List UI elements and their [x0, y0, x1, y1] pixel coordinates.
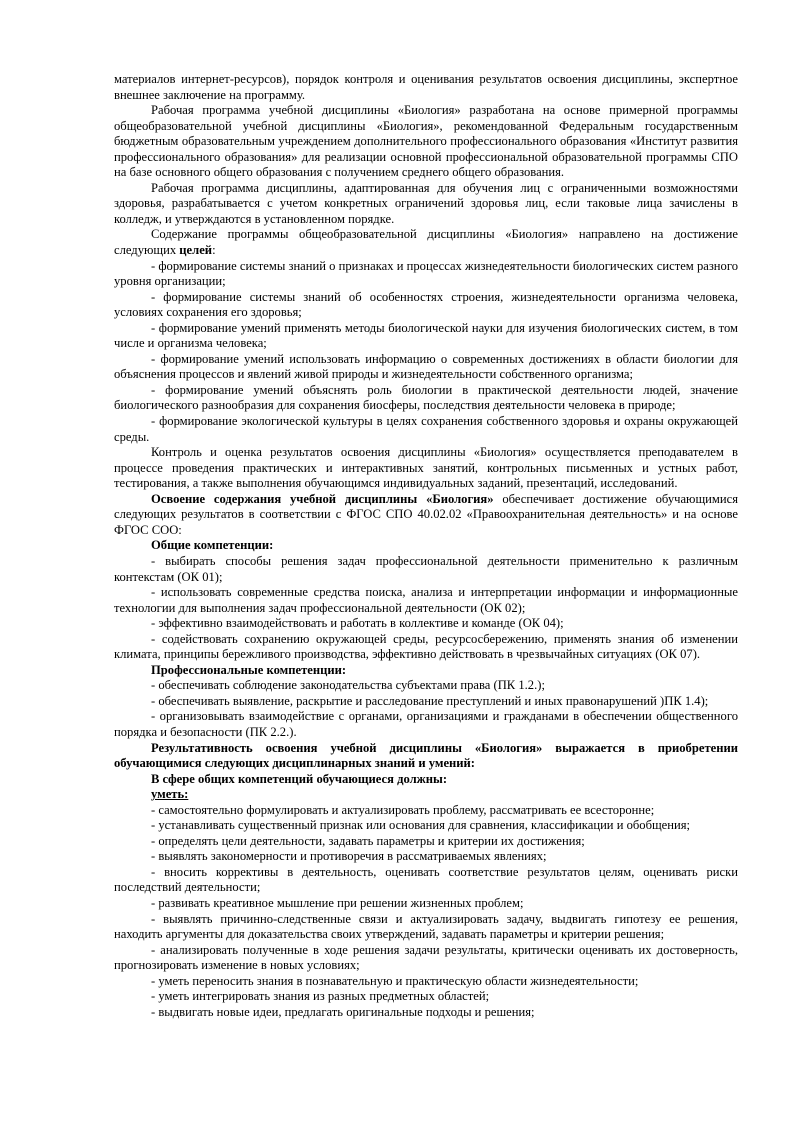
- paragraph: [114, 912, 738, 943]
- paragraph-text: - обеспечивать выявление, раскрытие и расследование преступлений и иных правонарушений )ПК 1.4);: [151, 693, 709, 708]
- paragraph-text: - устанавливать существенный признак или основания для сравнения, классификации и обобщения;: [151, 818, 691, 833]
- document-page: [114, 72, 738, 1020]
- paragraph: [114, 352, 738, 383]
- paragraph-text: - уметь переносить знания в познавательную и практическую области жизнедеятельности;: [151, 973, 639, 988]
- paragraph: [114, 818, 738, 834]
- bold-text: целей: [179, 243, 213, 258]
- paragraph-text: - формирование экологической культуры в целях сохранения собственного здоровья и охраны окружающей среды.: [114, 414, 738, 444]
- underlined-text: уметь:: [151, 787, 189, 802]
- paragraph: [114, 678, 738, 694]
- paragraph: [114, 181, 738, 228]
- paragraph: [114, 974, 738, 990]
- paragraph-text: - формирование умений объяснять роль биологии в практической деятельности людей, значение биологического разнообразия для сохранения биосферы, последствия деятельности человека в природе;: [114, 382, 738, 413]
- paragraph: [114, 896, 738, 912]
- paragraph-text: - формирование умений применять методы биологической науки для изучения биологических систем, в том числе и организма человека;: [114, 320, 738, 351]
- bold-text: Профессиональные компетенции:: [151, 662, 347, 677]
- bold-text: Общие компетенции:: [151, 538, 274, 553]
- paragraph-text: - формирование умений использовать информацию о современных достижениях в области биологии для объяснения процессов и явлений живой природы и жизнедеятельности собственного организма;: [114, 351, 738, 382]
- paragraph: [114, 663, 738, 679]
- paragraph: [114, 741, 738, 772]
- paragraph: [114, 849, 738, 865]
- paragraph: [114, 943, 738, 974]
- paragraph: [114, 383, 738, 414]
- paragraph-text: Контроль и оценка результатов освоения дисциплины «Биология» осуществляется преподавателем в процессе проведения практических и интерактивных занятий, контрольных письменных и устных работ, тестирования, а также выполнения обучающимся индивидуальных заданий, презентаций, исследований.: [114, 445, 738, 491]
- bold-underlined-heading: [151, 787, 188, 801]
- paragraph-text: - содействовать сохранению окружающей среды, ресурсосбережению, применять знания об изменении климата, принципы бережливого производства, эффективно действовать в чрезвычайных ситуациях (ОК 07).: [114, 631, 738, 662]
- paragraph-text: - выявлять причинно-следственные связи и актуализировать задачу, выдвигать гипотезу ее решения, находить аргументы для доказательства своих утверждений, задавать параметры и критерии решения;: [114, 911, 738, 942]
- paragraph: [114, 989, 738, 1005]
- paragraph: [114, 616, 738, 632]
- paragraph: [114, 834, 738, 850]
- paragraph-text: - эффективно взаимодействовать и работать в коллективе и команде (ОК 04);: [151, 616, 564, 631]
- paragraph-text: Содержание программы общеобразовательной дисциплины «Биология» направлено на достижение следующих: [114, 227, 738, 258]
- paragraph: [114, 227, 738, 258]
- paragraph-text: материалов интернет-ресурсов), порядок контроля и оценивания результатов освоения дисциплины, экспертное внешнее заключение на программу.: [114, 72, 738, 102]
- paragraph: [114, 803, 738, 819]
- bold-text: В сфере общих компетенций обучающиеся должны:: [151, 771, 448, 786]
- paragraph-text: - обеспечивать соблюдение законодательства субъектами права (ПК 1.2.);: [151, 678, 545, 693]
- paragraph-text: обеспечивает достижение обучающимися следующих результатов в соответствии с ФГОС СПО 40.02.02 «Правоохранительная деятельность» и на основе ФГОС СОО:: [114, 491, 738, 537]
- paragraph: [114, 414, 738, 445]
- paragraph: [114, 259, 738, 290]
- paragraph: [114, 787, 738, 803]
- paragraph: [114, 772, 738, 788]
- paragraph-text: - самостоятельно формулировать и актуализировать проблему, рассматривать ее всесторонне;: [151, 802, 655, 817]
- paragraph-text: - организовывать взаимодействие с органами, организациями и гражданами в обеспечении общественного порядка и безопасности (ПК 2.2.).: [114, 709, 738, 739]
- paragraph: [114, 538, 738, 554]
- paragraph: [114, 632, 738, 663]
- paragraph-text: - выявлять закономерности и противоречия в рассматриваемых явлениях;: [151, 849, 547, 864]
- paragraph: [114, 1005, 738, 1021]
- paragraph-text: - развивать креативное мышление при решении жизненных проблем;: [151, 895, 524, 910]
- paragraph: [114, 290, 738, 321]
- paragraph: [114, 865, 738, 896]
- paragraph: [114, 492, 738, 539]
- paragraph-text: - вносить коррективы в деятельность, оценивать соответствие результатов целям, оценивать риски последствий деятельности;: [114, 864, 738, 895]
- paragraph: [114, 585, 738, 616]
- paragraph-text: Рабочая программа учебной дисциплины «Биология» разработана на основе примерной программы общеобразовательной учебной дисциплины «Биология», рекомендованной Федеральным государственным бюджетным образовательным учреждением дополнительного профессионального образования «Институт развития профессионального образования» для реализации основной профессиональной образовательной программы СПО на базе основного общего образования с получением среднего общего образования.: [114, 103, 738, 180]
- paragraph: [114, 321, 738, 352]
- paragraph-text: - определять цели деятельности, задавать параметры и критерии их достижения;: [151, 833, 585, 848]
- paragraph-text: - выдвигать новые идеи, предлагать оригинальные подходы и решения;: [151, 1004, 535, 1019]
- paragraph: [114, 554, 738, 585]
- paragraph-text: :: [212, 243, 216, 258]
- paragraph: [114, 445, 738, 492]
- bold-text: Результативность освоения учебной дисциплины «Биология» выражается в приобретении обучающимися следующих дисциплинарных знаний и умений:: [114, 740, 738, 771]
- paragraph-text: - уметь интегрировать знания из разных предметных областей;: [151, 989, 490, 1004]
- paragraph-text: - использовать современные средства поиска, анализа и интерпретации информации и информационные технологии для выполнения задач профессиональной деятельности (ОК 02);: [114, 585, 738, 615]
- paragraph-text: - анализировать полученные в ходе решения задачи результаты, критически оценивать их достоверность, прогнозировать изменение в новых условиях;: [114, 942, 738, 973]
- paragraph: [114, 72, 738, 103]
- paragraph: [114, 709, 738, 740]
- paragraph: [114, 694, 738, 710]
- paragraph-text: - формирование системы знаний об особенностях строения, жизнедеятельности организма человека, условиях сохранения его здоровья;: [114, 289, 738, 320]
- paragraph-text: Рабочая программа дисциплины, адаптированная для обучения лиц с ограниченными возможностями здоровья, разрабатывается с учетом конкретных ограничений здоровья лиц, если таковые лица зачислены в колледж, и утверждаются в установленном порядке.: [114, 180, 738, 226]
- paragraph-text: - формирование системы знаний о признаках и процессах жизнедеятельности биологических систем разного уровня организации;: [114, 258, 738, 289]
- bold-text: Освоение содержания учебной дисциплины «Биология»: [151, 491, 494, 506]
- paragraph-text: - выбирать способы решения задач профессиональной деятельности применительно к различным контекстам (ОК 01);: [114, 553, 738, 584]
- paragraph: [114, 103, 738, 181]
